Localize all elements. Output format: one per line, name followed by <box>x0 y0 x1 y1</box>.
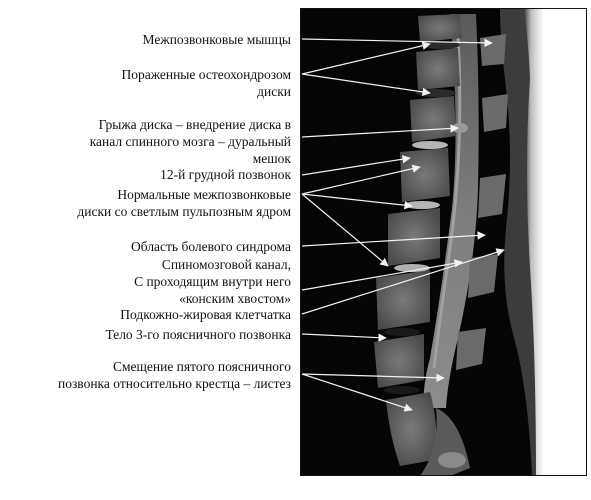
label-degenerated-discs: Пораженные остеохондрозом диски <box>121 67 291 99</box>
mri-image <box>300 8 587 476</box>
label-normal-discs: Нормальные межпозвонковые диски со светлым пульпозным ядром <box>77 187 291 219</box>
label-l3-body: Тело 3-го поясничного позвонка <box>105 327 291 342</box>
label-t12-vertebra: 12-й грудной позвонок <box>160 167 291 182</box>
pelvic-structure <box>438 452 466 468</box>
label-intervertebral-muscles: Межпозвонковые мышцы <box>142 32 291 47</box>
outside-area <box>544 8 587 476</box>
label-listhesis: Смещение пятого поясничного позвонка относительно крестца – листез <box>57 359 291 391</box>
label-pain-area: Область болевого синдрома <box>131 239 291 254</box>
label-spinal-canal: Спиномозговой канал, С проходящим внутри него «конским хвостом» <box>134 257 291 306</box>
label-disc-hernia: Грыжа диска – внедрение диска в канал спинного мозга – дуральный мешок <box>89 117 291 166</box>
label-subcutaneous-fat: Подкожно-жировая клетчатка <box>120 307 291 322</box>
disc-hernia <box>452 123 468 133</box>
